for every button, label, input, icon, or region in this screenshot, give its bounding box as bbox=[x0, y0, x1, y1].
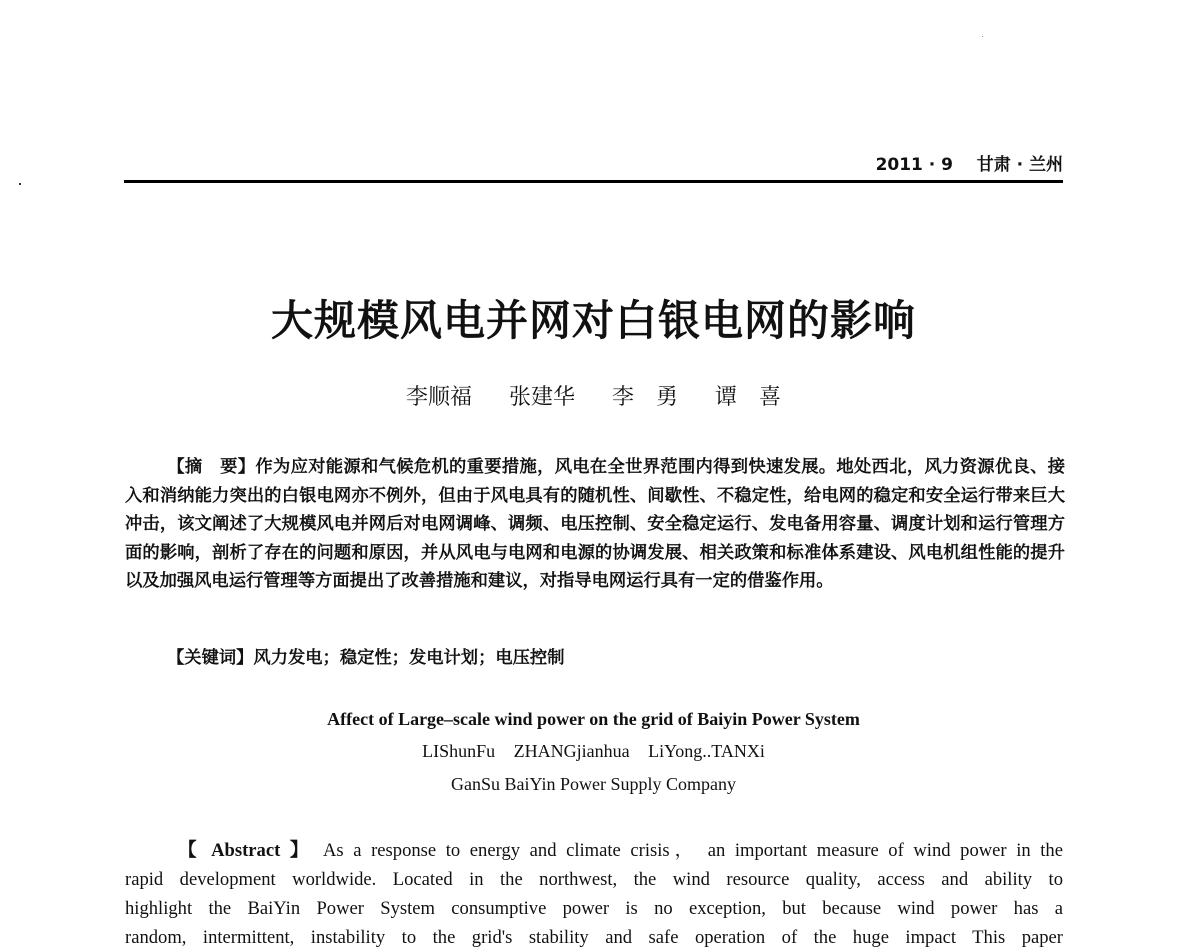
abstract-english bbox=[125, 836, 1063, 952]
abstract-line: random, intermittent, instability to the grid's stability and safe operation of the huge impact This paper bbox=[125, 927, 1063, 948]
journal-header bbox=[560, 150, 1063, 175]
scan-speck bbox=[19, 183, 21, 185]
author-name: 李顺福 bbox=[405, 385, 472, 410]
header-issue: 2011 · 9 bbox=[875, 155, 954, 175]
paper-title: 大规模风电并网对白银电网的影响 bbox=[270, 296, 916, 345]
header-rule bbox=[124, 180, 1063, 183]
scan-speck bbox=[982, 36, 983, 37]
abstract-line: 【 Abstract 】 As a response to energy and climate crisis， an important measure of wind power in the bbox=[173, 840, 1063, 861]
abstract-en-label: 【 Abstract 】 bbox=[173, 840, 314, 861]
english-affiliation: GanSu BaiYin Power Supply Company bbox=[450, 774, 736, 794]
abstract-chinese bbox=[125, 453, 1065, 596]
author-name: 谭 喜 bbox=[715, 385, 782, 410]
abstract-text: 作为应对能源和气候危机的重要措施，风电在全世界范围内得到快速发展。地处西北，风力资源优良、接入和消纳能力突出的白银电网亦不例外，但由于风电具有的随机性、间歇性、不稳定性，给电网的稳定和安全运行带来巨大冲击，该文阐述了大规模风电并网后对电网调峰、调频、电压控制、安全稳定运行、发电备用容量、调度计划和运行管理方面的影响，剖析了存在的问题和原因，并从风电与电网和电源的协调发展、相关政策和标准体系建设、风电机组性能的提升以及加强风电运行管理等方面提出了改善措施和建议，对指导电网运行具有一定的借鉴作用。 bbox=[125, 457, 1065, 591]
keywords-text: 风力发电；稳定性；发电计划；电压控制 bbox=[253, 648, 565, 668]
keywords-chinese bbox=[167, 643, 565, 668]
author-name: 李 勇 bbox=[612, 385, 679, 410]
abstract-line: rapid development worldwide. Located in the northwest, the wind resource quality, access and ability to bbox=[125, 869, 1063, 890]
author-list bbox=[124, 380, 1063, 411]
header-location: 甘肃 · 兰州 bbox=[976, 155, 1063, 175]
english-authors: LIShunFu ZHANGjianhua LiYong..TANXi bbox=[422, 741, 765, 761]
keywords-label: 【关键词】 bbox=[167, 648, 254, 668]
abstract-label: 【摘 要】 bbox=[167, 457, 256, 477]
english-title: Affect of Large–scale wind power on the grid of Baiyin Power System bbox=[327, 709, 860, 729]
abstract-line: highlight the BaiYin Power System consumptive power is no exception, but because wind power has a bbox=[125, 898, 1063, 919]
author-name: 张建华 bbox=[508, 385, 575, 410]
